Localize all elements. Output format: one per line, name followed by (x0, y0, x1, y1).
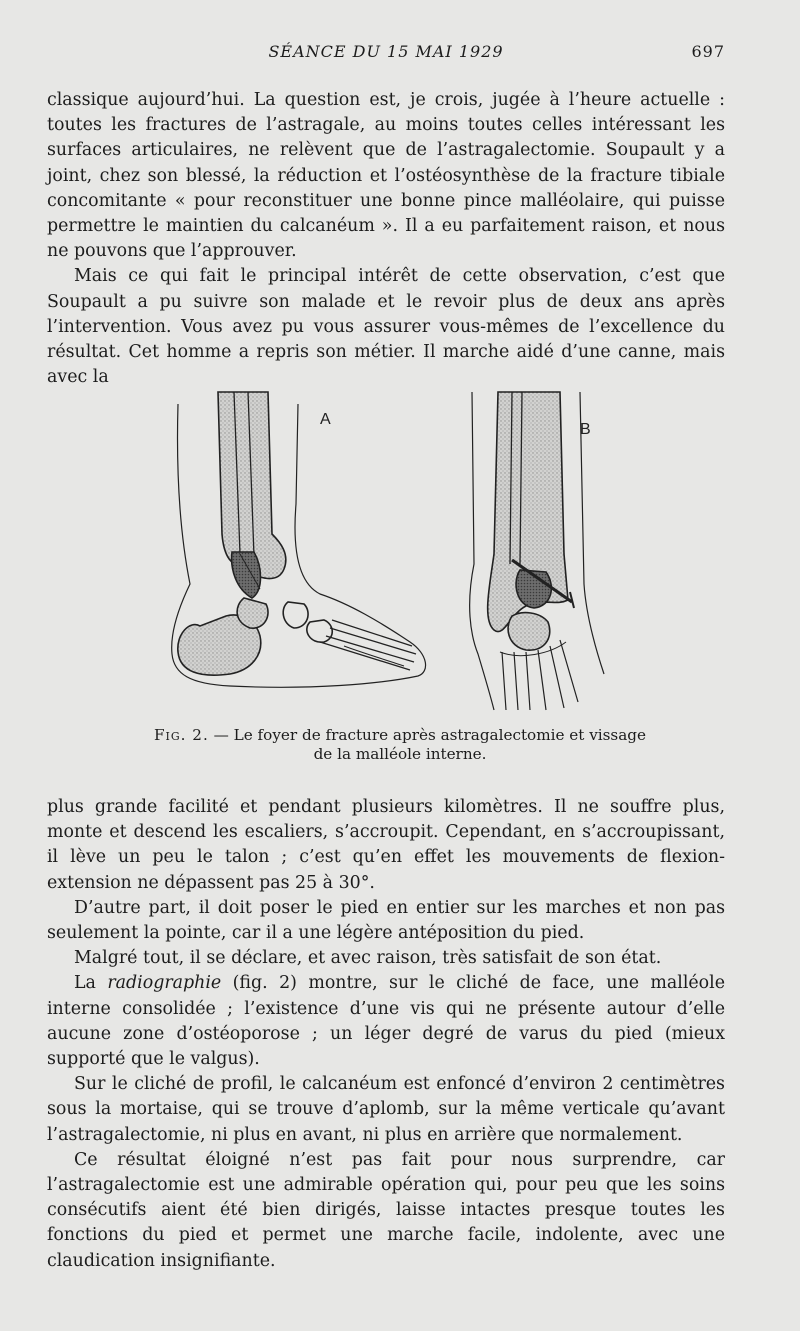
paragraph (47, 971, 725, 1072)
paragraph: plus grande facilité et pendant plusieurs kilomètres. Il ne souffre plus, monte et descend les escaliers, s’accroupit. Cependant, en s’accroupissant, il lève un peu le talon ; c’est qu’en effet les mouvements de flexion-extension ne dépassent pas 25 à 30°. (47, 797, 725, 893)
ankle-xray-drawings (160, 384, 620, 716)
frontal-view-drawing (470, 392, 604, 710)
figure-caption (60, 726, 740, 764)
figure-label-a: A (320, 411, 331, 428)
paragraph: Sur le cliché de profil, le calcanéum est enfoncé d’environ 2 centimètres sous la mortaise, qui se trouve d’aplomb, sur la même verticale qu’avant l’astragalectomie, ni plus en avant, ni plus en arrière que normalement. (47, 1074, 725, 1145)
paragraph: classique aujourd’hui. La question est, je crois, jugée à l’heure actuelle : toutes les fractures de l’astragale, au moins toutes celles intéressant les surfaces articulaires, ne relèvent que de l’astragalectomie. Soupault y a joint, chez son blessé, la réduction et l’ostéosynthèse de la fracture tibiale concomitante « pour reconstituer une bonne pince malléolaire, qui puisse permettre le maintien du calcanéum ». Il a eu parfaitement raison, et nous ne pouvons que l’approuver. (47, 90, 725, 262)
paragraph: D’autre part, il doit poser le pied en entier sur les marches et non pas seulement la pointe, car il a une légère antéposition du pied. (47, 897, 725, 944)
lateral-view-drawing (172, 392, 426, 687)
running-header (47, 42, 725, 66)
page-number: 697 (691, 42, 725, 61)
paragraph: Malgré tout, il se déclare, et avec raison, très satisfait de son état. (74, 948, 662, 969)
paragraph-text: (fig. 2) montre, sur le cliché de face, une malléole interne consolidée ; l’existence d’une vis qui ne présente autour d’elle aucune zone d’ostéoporose ; un léger degré de varus du pied (mieux supporté que le valgus). (47, 973, 726, 1070)
italic-term: radiographie (107, 973, 222, 994)
paragraph: Ce résultat éloigné n’est pas fait pour nous surprendre, car l’astragalectomie est une admirable opération qui, pour peu que les soins consécutifs aient été bien dirigés, laisse intactes presque toutes les fonctions du pied et permet une marche facile, indolente, avec une claudication insignifiante. (47, 1149, 725, 1271)
paragraph-text: La (74, 973, 108, 994)
caption-text: — Le foyer de fracture après astragalectomie et vissage (208, 726, 646, 744)
top-text-block (47, 88, 725, 390)
paragraph: Mais ce qui fait le principal intérêt de cette observation, c’est que Soupault a pu suivre son malade et le revoir plus de deux ans après l’intervention. Vous avez pu vous assurer vous-mêmes de l’excellence du résultat. Cet homme a repris son métier. Il marche aidé d’une canne, mais avec la (47, 266, 725, 388)
caption-figure-number: Fig. 2. (153, 726, 209, 744)
bottom-text-block (47, 795, 725, 1274)
caption-line-1 (60, 726, 740, 745)
caption-line-2: de la malléole interne. (313, 745, 487, 763)
figure-label-b: B (580, 421, 591, 438)
radiograph-figure (160, 384, 620, 716)
header-title: SÉANCE DU 15 MAI 1929 (268, 42, 504, 61)
